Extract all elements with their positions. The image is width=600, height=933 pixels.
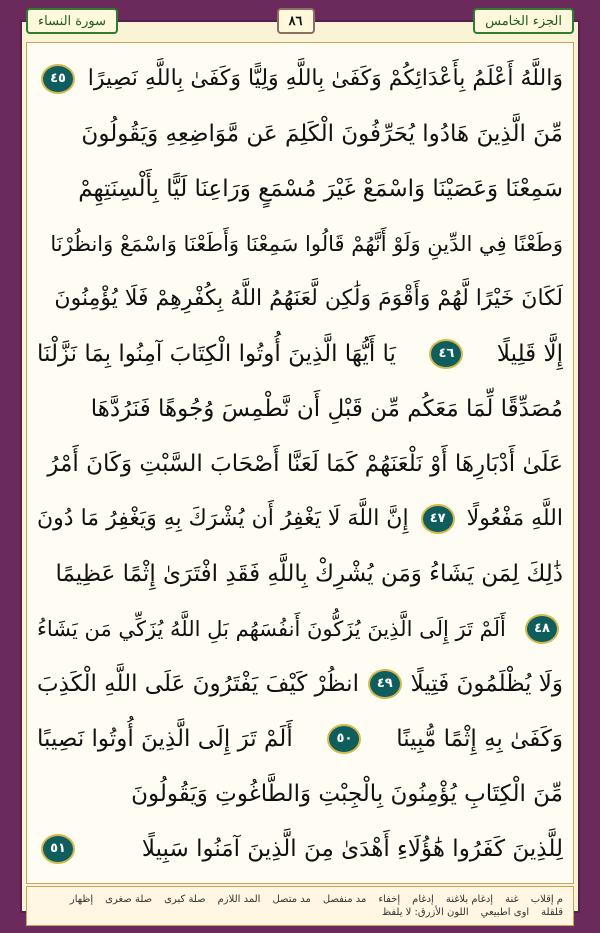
juz-label: الجزء الخامس <box>473 8 574 34</box>
verse-line <box>37 656 563 711</box>
text-area <box>26 42 574 884</box>
verse-line <box>37 546 563 601</box>
verse-text: عَلَىٰ أَدْبَارِهَا أَوْ نَلْعَنَهُمْ كَمَا لَعَنَّا أَصْحَابَ السَّبْتِ وَكَانَ أَمْرُ <box>47 450 563 477</box>
verse-line <box>37 821 563 876</box>
verse-line <box>37 271 563 326</box>
legend-item: اوى اطبيعي <box>480 907 530 918</box>
legend-item: اللون الأزرق: لا يلفظ <box>381 907 469 918</box>
verse-text: ذَٰلِكَ لِمَن يَشَاءُ وَمَن يُشْرِكْ بِاللَّهِ فَقَدِ افْتَرَىٰ إِثْمًا عَظِيمًا <box>55 560 563 587</box>
verse-text: وَاللَّهُ أَعْلَمُ بِأَعْدَائِكُمْ وَكَفَىٰ بِاللَّهِ وَلِيًّا وَكَفَىٰ بِاللَّهِ نَصِيرًا <box>87 66 563 91</box>
ayah-number-marker: ٥٠ <box>327 724 361 754</box>
legend-item: إدغام بلاغنة <box>445 894 494 905</box>
verse-text: أَلَمْ تَرَ إِلَى الَّذِينَ يُزَكُّونَ أَنفُسَهُم بَلِ اللَّهُ يُزَكِّي مَن يَشَاءُ <box>37 616 506 641</box>
legend-item: إظهار <box>69 894 94 905</box>
verse-text: يَا أَيُّهَا الَّذِينَ أُوتُوا الْكِتَابَ آمِنُوا بِمَا نَزَّلْنَا <box>37 340 396 367</box>
legend-item: غنة <box>505 894 519 905</box>
verse-text: وَلَا يُظْلَمُونَ فَتِيلًا <box>410 670 563 697</box>
verse-line <box>37 326 563 381</box>
legend-item: المد اللازم <box>217 894 261 905</box>
ayah-number-marker: ٤٧ <box>421 504 455 534</box>
verse-text: لَكَانَ خَيْرًا لَّهُمْ وَأَقْوَمَ وَلَٰكِن لَّعَنَهُمُ اللَّهُ بِكُفْرِهِمْ فَلَا يُؤْمِنُونَ <box>54 286 563 311</box>
ayah-number-marker: ٤٩ <box>368 669 402 699</box>
verse-line <box>37 601 563 656</box>
verse-line <box>37 766 563 821</box>
verse-text: إِنَّ اللَّهَ لَا يَغْفِرُ أَن يُشْرَكَ بِهِ وَيَغْفِرُ مَا دُونَ <box>37 506 409 531</box>
verse-line <box>37 711 563 766</box>
verse-line <box>37 106 563 161</box>
verse-text: أَلَمْ تَرَ إِلَى الَّذِينَ أُوتُوا نَصِيبًا <box>37 725 293 752</box>
legend-item: مد متصل <box>272 894 311 905</box>
surah-name-label: سورة النساء <box>26 8 118 34</box>
verse-text: مِّنَ الَّذِينَ هَادُوا يُحَرِّفُونَ الْكَلِمَ عَن مَّوَاضِعِهِ وَيَقُولُونَ <box>81 120 563 147</box>
verse-line <box>37 381 563 436</box>
verse-text: انظُرْ كَيْفَ يَفْتَرُونَ عَلَى اللَّهِ الْكَذِبَ <box>37 670 359 697</box>
legend-item: صلة كبرى <box>164 894 206 905</box>
verse-line <box>37 216 563 271</box>
ayah-number-marker: ٤٦ <box>429 339 463 369</box>
legend-item: إدغام <box>412 894 434 905</box>
verse-text: مُصَدِّقًا لِّمَا مَعَكُم مِّن قَبْلِ أَن نَّطْمِسَ وُجُوهًا فَنَرُدَّهَا <box>90 395 563 422</box>
legend-item: قلقلة <box>541 907 563 918</box>
page-number: ٨٦ <box>277 8 315 34</box>
verse-text: وَكَفَىٰ بِهِ إِثْمًا مُّبِينًا <box>396 725 563 752</box>
ayah-number-marker: ٤٥ <box>41 64 75 94</box>
verse-line <box>37 51 563 106</box>
verse-text: لِلَّذِينَ كَفَرُوا هَٰؤُلَاءِ أَهْدَىٰ مِنَ الَّذِينَ آمَنُوا سَبِيلًا <box>141 835 563 862</box>
verse-text: وَطَعْنًا فِي الدِّينِ وَلَوْ أَنَّهُمْ قَالُوا سَمِعْنَا وَأَطَعْنَا وَاسْمَعْ وَانظُرْنَا <box>50 231 563 256</box>
verse-line <box>37 491 563 546</box>
legend-item: إخفاء <box>378 894 401 905</box>
ayah-number-marker: ٥١ <box>41 834 75 864</box>
verse-text: اللَّهِ مَفْعُولًا <box>466 506 563 531</box>
page-header <box>26 6 574 36</box>
verse-line <box>37 161 563 216</box>
legend-item: مد منفصل <box>322 894 367 905</box>
tajweed-legend <box>26 886 574 926</box>
verse-line <box>37 436 563 491</box>
verse-text: مِّنَ الْكِتَابِ يُؤْمِنُونَ بِالْجِبْتِ وَالطَّاغُوتِ وَيَقُولُونَ <box>131 780 563 807</box>
ayah-number-marker: ٤٨ <box>525 614 559 644</box>
verse-text: إِلَّا قَلِيلًا <box>496 340 563 367</box>
quran-lines <box>37 51 563 876</box>
legend-item: صلة صغرى <box>105 894 153 905</box>
verse-text: سَمِعْنَا وَعَصَيْنَا وَاسْمَعْ غَيْرَ مُسْمَعٍ وَرَاعِنَا لَيًّا بِأَلْسِنَتِهِمْ <box>78 175 563 202</box>
legend-item: م إقلاب <box>530 894 563 905</box>
